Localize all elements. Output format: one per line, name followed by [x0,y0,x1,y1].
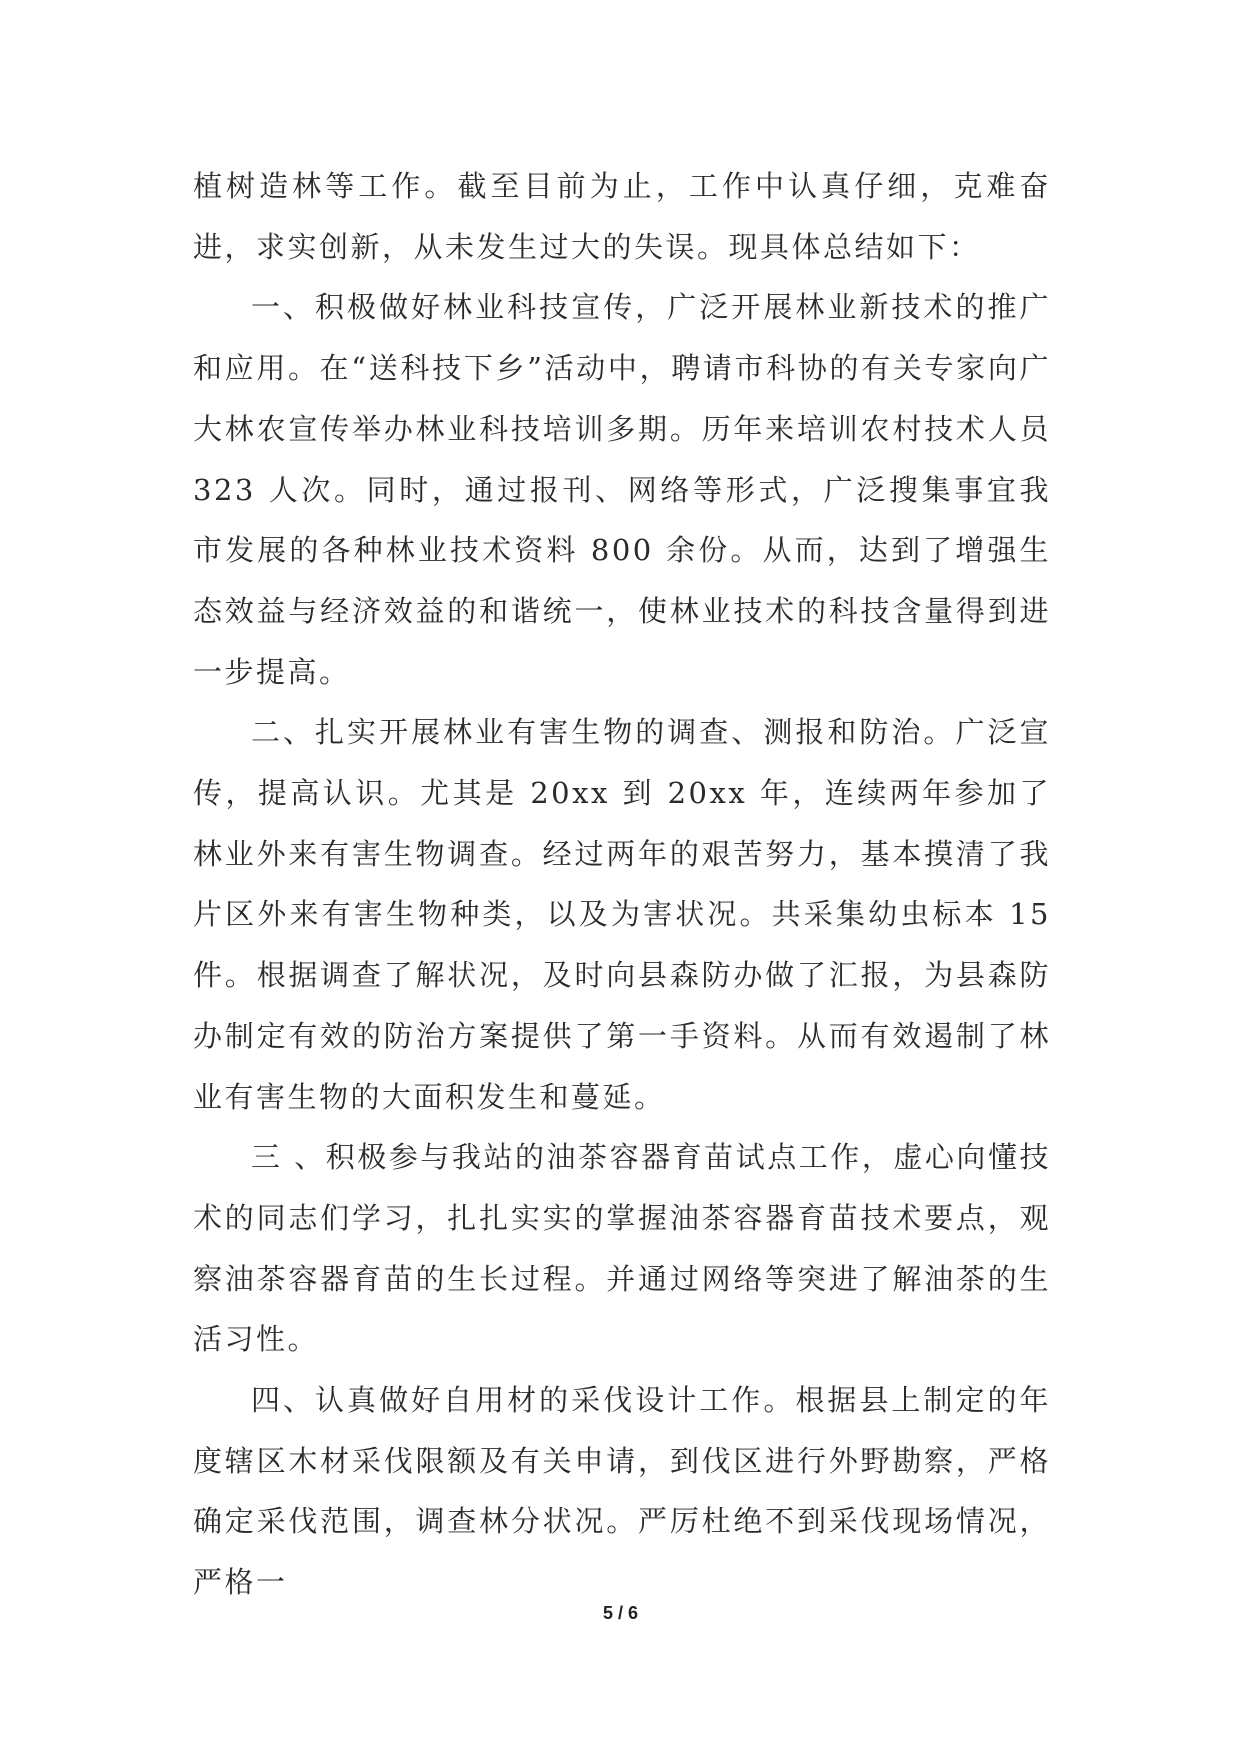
page-number: 5 / 6 [602,1603,639,1623]
paragraph-continuation: 植树造林等工作。截至目前为止，工作中认真仔细，克难奋进，求实创新，从未发生过大的失误。现具体总结如下： [193,169,1051,264]
paragraph-section-3: 三 、积极参与我站的油茶容器育苗试点工作，虚心向懂技术的同志们学习，扎扎实实的掌握油茶容器育苗技术要点，观察油茶容器育苗的生长过程。并通过网络等突进了解油茶的生活习性。 [193,1140,1051,1357]
paragraph-section-2: 二、扎实开展林业有害生物的调查、测报和防治。广泛宣传，提高认识。尤其是 20xx 到 20xx 年，连续两年参加了林业外来有害生物调查。经过两年的艰苦努力，基本摸清了我片区外来有害生物种类，以及为害状况。共采集幼虫标本 15 件。根据调查了解状况，及时向县森防办做了汇报，为县森防办制定有效的防治方案提供了第一手资料。从而有效遏制了林业有害生物的大面积发生和蔓延。 [193,715,1051,1114]
paragraph-section-1: 一、积极做好林业科技宣传，广泛开展林业新技术的推广和应用。在“送科技下乡”活动中，聘请市科协的有关专家向广大林农宣传举办林业科技培训多期。历年来培训农村技术人员 323 人次。同时，通过报刊、网络等形式，广泛搜集事宜我市发展的各种林业技术资料 800 余份。从而，达到了增强生态效益与经济效益的和谐统一，使林业技术的科技含量得到进一步提高。 [193,290,1051,689]
paragraph-section-4: 四、认真做好自用材的采伐设计工作。根据县上制定的年度辖区木材采伐限额及有关申请，到伐区进行外野勘察，严格确定采伐范围，调查林分状况。严厉杜绝不到采伐现场情况，严格一 [193,1383,1051,1600]
document-body [193,156,1051,1613]
